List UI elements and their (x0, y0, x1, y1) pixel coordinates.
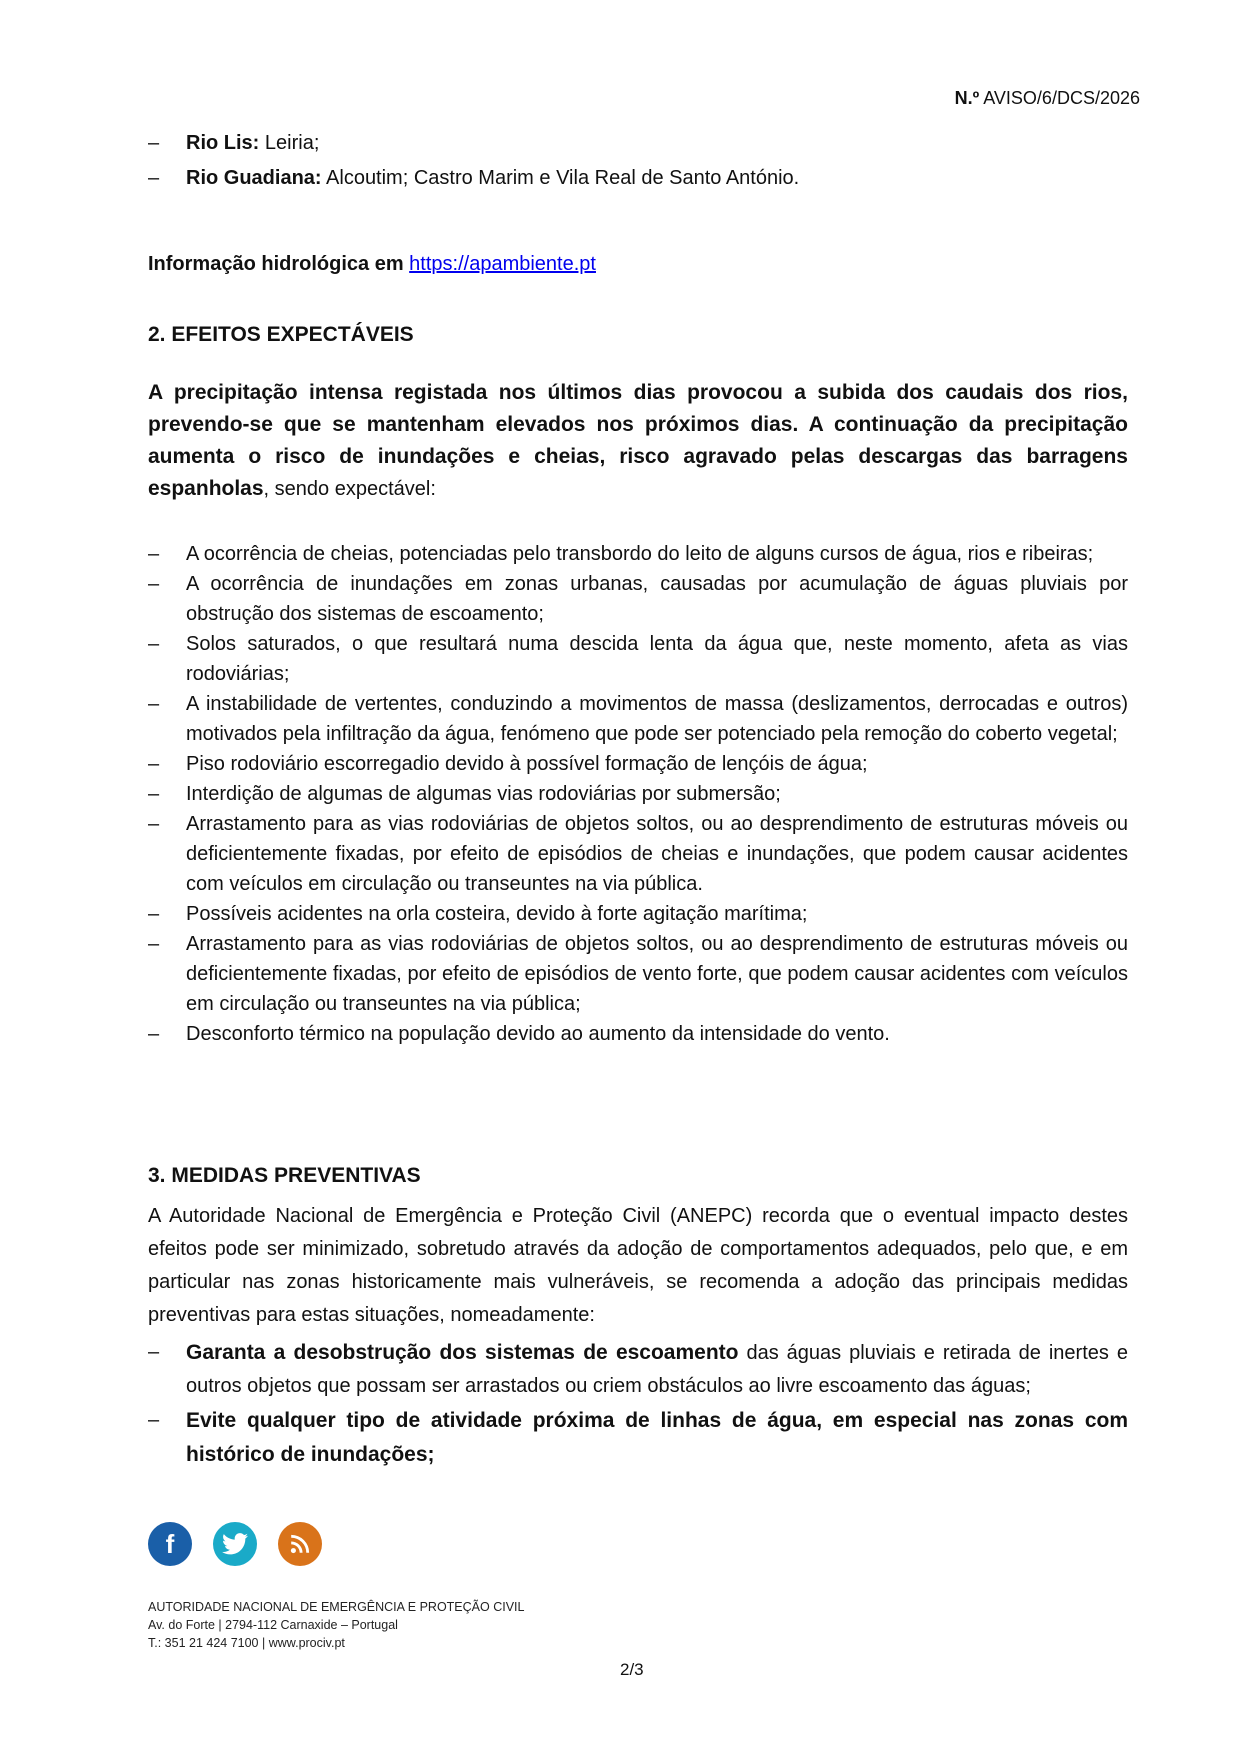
footer-address: Av. do Forte | 2794-112 Carnaxide – Portugal (148, 1618, 398, 1632)
river-item: – Rio Lis: Leiria; (148, 128, 1128, 158)
list-item: – A ocorrência de inundações em zonas urbanas, causadas por acumulação de águas pluviais por obstrução dos sistemas de escoamento; (148, 569, 1128, 629)
list-item: – A ocorrência de cheias, potenciadas pelo transbordo do leito de alguns cursos de água, rios e ribeiras; (148, 539, 1128, 569)
river-list (148, 128, 1128, 193)
section-2-title: 2. EFEITOS EXPECTÁVEIS (148, 323, 414, 346)
list-item: – Evite qualquer tipo de atividade próxima de linhas de água, em especial nas zonas com histórico de inundações; (148, 1404, 1128, 1472)
list-item: – Arrastamento para as vias rodoviárias de objetos soltos, ou ao desprendimento de estruturas móveis ou deficientemente fixadas, por efeito de episódios de vento forte, que podem causar acidentes com veículos em circulação ou transeuntes na via pública; (148, 929, 1128, 1019)
list-item: – Garanta a desobstrução dos sistemas de escoamento das águas pluviais e retirada de inertes e outros objetos que possam ser arrastados ou criem obstáculos ao livre escoamento das águas; (148, 1336, 1128, 1403)
document-reference (955, 88, 1140, 109)
hydro-info-label: Informação hidrológica em (148, 253, 404, 275)
apambiente-link[interactable]: https://apambiente.pt (409, 253, 596, 275)
effects-list (148, 539, 1128, 1049)
list-item: – Possíveis acidentes na orla costeira, devido à forte agitação marítima; (148, 899, 1128, 929)
reference-code: AVISO/6/DCS/2026 (983, 88, 1140, 108)
footer (148, 1598, 524, 1652)
section-3-title: 3. MEDIDAS PREVENTIVAS (148, 1164, 421, 1187)
hydro-info (148, 249, 1128, 279)
measures-list (148, 1336, 1128, 1472)
section-3-intro: A Autoridade Nacional de Emergência e Proteção Civil (ANEPC) recorda que o eventual impacto destes efeitos pode ser minimizado, sobretudo através da adoção de comportamentos adequados, pelo que, e em particular nas zonas historicamente mais vulneráveis, se recomenda a adoção das principais medidas preventivas para estas situações, nomeadamente: (148, 1205, 1128, 1326)
list-item: – Piso rodoviário escorregadio devido à possível formação de lençóis de água; (148, 749, 1128, 779)
list-item: – Solos saturados, o que resultará numa descida lenta da água que, neste momento, afeta as vias rodoviárias; (148, 629, 1128, 689)
list-item: – Desconforto térmico na população devido ao aumento da intensidade do vento. (148, 1019, 1128, 1049)
twitter-icon[interactable] (213, 1522, 257, 1566)
section-2-lead: A precipitação intensa registada nos últimos dias provocou a subida dos caudais dos rios, prevendo-se que se mantenham elevados nos próximos dias. A continuação da precipitação aumenta o risco de inundações e cheias, risco agravado pelas descargas das barragens espanholas, sendo expectável: (148, 381, 1128, 500)
facebook-icon[interactable]: f (148, 1522, 192, 1566)
footer-contact: T.: 351 21 424 7100 | www.prociv.pt (148, 1636, 345, 1650)
list-item: – Arrastamento para as vias rodoviárias de objetos soltos, ou ao desprendimento de estruturas móveis ou deficientemente fixadas, por efeito de episódios de cheias e inundações, que podem causar acidentes com veículos em circulação ou transeuntes na via pública. (148, 809, 1128, 899)
list-item: – A instabilidade de vertentes, conduzindo a movimentos de massa (deslizamentos, derrocadas e outros) motivados pela infiltração da água, fenómeno que pode ser potenciado pela remoção do coberto vegetal; (148, 689, 1128, 749)
footer-org: AUTORIDADE NACIONAL DE EMERGÊNCIA E PROTEÇÃO CIVIL (148, 1600, 525, 1614)
social-icons (148, 1522, 322, 1566)
river-item: – Rio Guadiana: Alcoutim; Castro Marim e Vila Real de Santo António. (148, 163, 1128, 193)
reference-prefix: N.º (954, 88, 980, 108)
page-number: 2/3 (620, 1660, 644, 1679)
rss-icon[interactable] (278, 1522, 322, 1566)
list-item: – Interdição de algumas de algumas vias rodoviárias por submersão; (148, 779, 1128, 809)
